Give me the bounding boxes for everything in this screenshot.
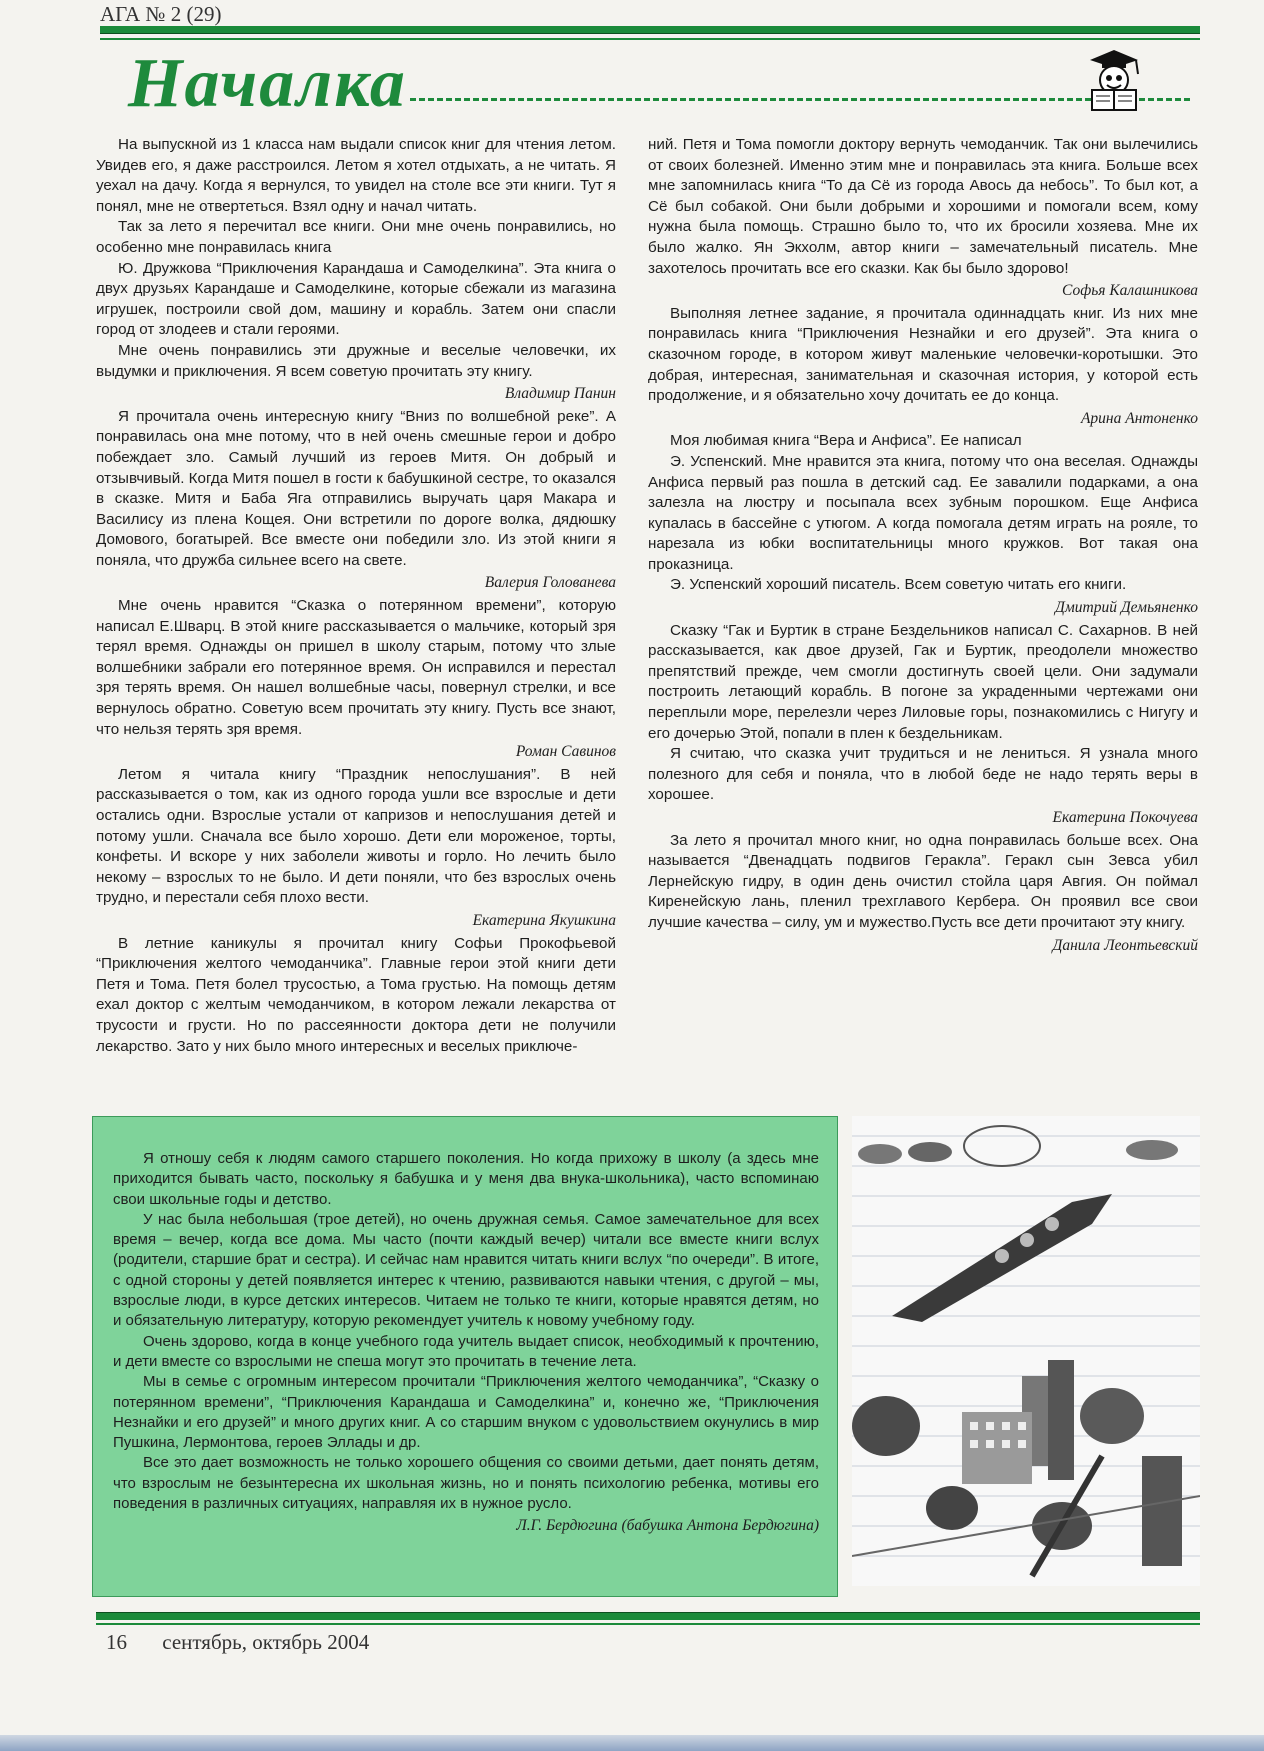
author-signature: Екатерина Покочуева [1052, 809, 1198, 826]
author-signature: Владимир Панин [504, 385, 616, 403]
section-header [120, 44, 1200, 124]
page-footer [106, 1630, 399, 1655]
review-paragraph: За лето я прочитал много книг, но одна понравилась больше всех. Она называется “Двенадцать подвигов Геракла”. Геракл сын Зевса убил Лернейскую гидру, в один день очистил стойла царя Авгия. Он поймал Киренейскую лань, пленил трехглавого Кербера. Он проявил все свои лучшие качества – силу, ум и мужество.Пусть все дети прочитают эту книгу. [648, 831, 1198, 931]
review-paragraph: Моя любимая книга “Вера и Анфиса”. Ее написал [670, 432, 1022, 450]
author-signature: Софья Калашникова [1062, 282, 1198, 300]
review-paragraph: Так за лето я перечитал все книги. Они мне очень понравились, но особенно мне понравилась книга [96, 218, 616, 256]
issue-label: АГА № 2 (29) [100, 2, 222, 26]
parent-letter-box [92, 1116, 838, 1597]
review-paragraph: Мне очень нравится “Сказка о потерянном времени”, которую написал Е.Шварц. В этой книге рассказывается о мальчике, который зря терял время. Однажды он пришел в школу старым, потому что злые волшебники забрали его потерянное время. Он исправился и перестал зря терять время. Он нашел волшебные часы, повернул стрелки, и все вернулось обратно. Советую всем прочитать эту книгу. Пусть все знают, что нельзя терять зря время. [96, 597, 616, 738]
child-drawing-illustration [852, 1116, 1200, 1586]
parent-letter-text [113, 1149, 819, 1537]
author-signature: Арина Антоненко [1080, 409, 1198, 427]
scholar-reading-icon [1080, 46, 1148, 114]
scan-edge [0, 1735, 1264, 1751]
letter-paragraph: Я отношу себя к людям самого старшего поколения. Но когда прихожу в школу (а здесь мне приходится бывать часто, поскольку я бабушка и у меня два внука-школьника), часто вспоминаю свои школьные годы и детство. [113, 1150, 819, 1208]
page-number: 16 [106, 1630, 127, 1654]
author-signature: Валерия Голованева [484, 574, 616, 592]
review-paragraph: Ю. Дружкова “Приключения Карандаша и Самоделкина”. Эта книга о двух друзьях Карандаше и Самоделкине, которые сбежали из магазина игрушек, построили свой дом, машину и корабль. Затем они спасли город от злодеев и стали героями. [96, 259, 616, 339]
review-paragraph: Я прочитала очень интересную книгу “Вниз по волшебной реке”. А понравилась она мне потому, что в ней очень смешные герои и добро побеждает зло. Самый лучший из героев Митя. Он добрый и отзывчивый. Когда Митя пошел в гости к бабушкиной сестре, то оказался в сказке. Митя и Баба Яга отправились выручать царя Макара и Василису из плена Кощея. Они встретили по дороге волка, дядюшку Домового, богатырей. Все вместе они победили зло. Из этой книги я поняла, что дружба сильнее всего на свете. [96, 407, 616, 569]
review-paragraph: Э. Успенский. Мне нравится эта книга, потому что она веселая. Однажды Анфиса первый раз пошла в детский сад. Ее завалили подарками, а она залезла на люстру и посыпала всех зубным порошком. Еще Анфиса купалась в бассейне с утюгом. А когда помогала детям играть на рояле, то нарезала из юбки воспитательницы много кружков. Вот такая она проказница. [648, 452, 1198, 573]
letter-paragraph: У нас была небольшая (трое детей), но очень дружная семья. Самое замечательное для всех время – вечер, когда все дома. Мы часто (почти каждый вечер) читали все вместе книги вслух (родители, старшие брат и сестра). И сейчас нам нравится читать книги вслух “по очереди”. В итоге, с одной стороны у детей появляется интерес к чтению, развиваются навыки чтения, с другой – мы, взрослые люди, в курсе детских интересов. Читаем не только те книги, которые нравятся детям, но и обязательную литературу, которую рекомендует учитель к новому учебному году. [113, 1210, 819, 1330]
review-paragraph: На выпускной из 1 класса нам выдали список книг для чтения летом. Увидев его, я даже расстроился. Летом я хотел отдыхать, а не читать. Я уехал на дачу. Когда я вернулся, то увидел на столе все эти книги. Тут я понял, мне не отвертеться. Взял одну и начал читать. [96, 136, 616, 215]
left-column [96, 135, 616, 1057]
author-signature: Данила Леонтьевский [1052, 936, 1198, 954]
author-signature: Дмитрий Демьяненко [1055, 599, 1198, 617]
review-paragraph: Летом я читала книгу “Праздник непослушания”. В ней рассказывается о том, как из одного города ушли все взрослые и дети остались одни. Взрослые устали от капризов и непослушания детей и потому ушли. Сначала все было хорошо. Дети ели мороженое, торты, конфеты. И вскоре у них заболели животы и горло. Но лечить было некому – взрослых то не было. И дети поняли, что без взрослых очень трудно, и перестали себя плохо вести. [96, 765, 616, 907]
review-paragraph: ний. Петя и Тома помогли доктору вернуть чемоданчик. Так они вылечились от своих болезней. Именно этим мне и понравилась эта книга. Больше всех мне запомнилась книга “То да Сё из города Авось да небось”. То был кот, а Сё был собакой. Они были добрыми и хорошими и помогали всем, кому нужна была помощь. Страшно было то, что их бросили хозяева. Мне их было жалко. Ян Экхолм, автор книги – замечательный писатель. Мне захотелось прочитать все его сказки. Как бы было здорово! [648, 136, 1198, 277]
issue-date: сентябрь, октябрь 2004 [162, 1630, 370, 1654]
review-paragraph: Сказку “Гак и Буртик в стране Бездельников написал С. Сахарнов. В ней рассказывается, как двое друзей, Гак и Буртик, преодолели множество препятствий прежде, чем смогли достигнуть своей цели. Они задумали построить летающий корабль. В погоне за украденными чертежами они переплыли море, перелезли через Лиловые горы, познакомились с Нигугу и его дочерью Этой, попали в плен к бездельникам. [648, 621, 1198, 742]
review-paragraph: Я считаю, что сказка учит трудиться и не лениться. Я узнала много полезного для себя и поняла, что в любой беде не надо терять веры в хорошее. [648, 745, 1198, 804]
review-paragraph: В летние каникулы я прочитал книгу Софьи Прокофьевой “Приключения желтого чемоданчика”. Главные герои этой книги дети Петя и Тома. Петя болел трусостью, а Тома грустью. На помощь детям ехал доктор с желтым чемоданчиком, в котором лежали лекарства от трусости и грусти. Но по рассеянности доктора дети не получили лекарство. Зато у них было много интересных и веселых приключе- [96, 934, 616, 1055]
letter-paragraph: Все это дает возможность не только хорошего общения со своими детьми, дает понять детям, что взрослым не безынтересна их школьная жизнь, но и понять психологию ребенка, мотивы его поведения в различных ситуациях, направляя их в нужное русло. [113, 1454, 819, 1513]
letter-paragraph: Мы в семье с огромным интересом прочитали “Приключения желтого чемоданчика”, “Сказку о потерянном времени”, “Приключения Карандаша и Самоделкина” и, конечно же, “Приключения Незнайки и его друзей” и много других книг. А со старшим внуком с удовольствием окунулись в мир Пушкина, Лермонтова, героев Эллады и др. [113, 1373, 819, 1452]
review-paragraph: Выполняя летнее задание, я прочитала одиннадцать книг. Из них мне понравилась книга “Приключения Незнайки и его друзей”. Эта книга о сказочном городе, в котором живут маленькие человечки-коротышки. Это добрая, интересная, занимательная и сказочная история, у которой есть продолжение, и я обязательно хочу дочитать ее до конца. [648, 304, 1198, 405]
title-dash-line [410, 98, 1190, 101]
header-rule [100, 26, 1200, 34]
header-rule-thin [100, 38, 1200, 40]
review-paragraph: Э. Успенский хороший писатель. Всем советую читать его книги. [670, 576, 1127, 594]
review-paragraph: Мне очень понравились эти дружные и веселые человечки, их выдумки и приключения. Я всем советую прочитать эту книгу. [96, 341, 616, 380]
author-signature: Л.Г. Бердюгина (бабушка Антона Бердюгина) [516, 1517, 819, 1535]
letter-paragraph: Очень здорово, когда в конце учебного года учитель выдает список, необходимый к прочтению, и дети вместе со взрослыми не спеша могут это прочитать в течение лета. [113, 1332, 819, 1370]
section-title: Началка [128, 45, 407, 122]
footer-rule-thin [96, 1623, 1200, 1625]
right-column [648, 135, 1198, 958]
footer-rule [96, 1612, 1200, 1620]
author-signature: Екатерина Якушкина [472, 911, 616, 929]
author-signature: Роман Савинов [515, 743, 616, 761]
